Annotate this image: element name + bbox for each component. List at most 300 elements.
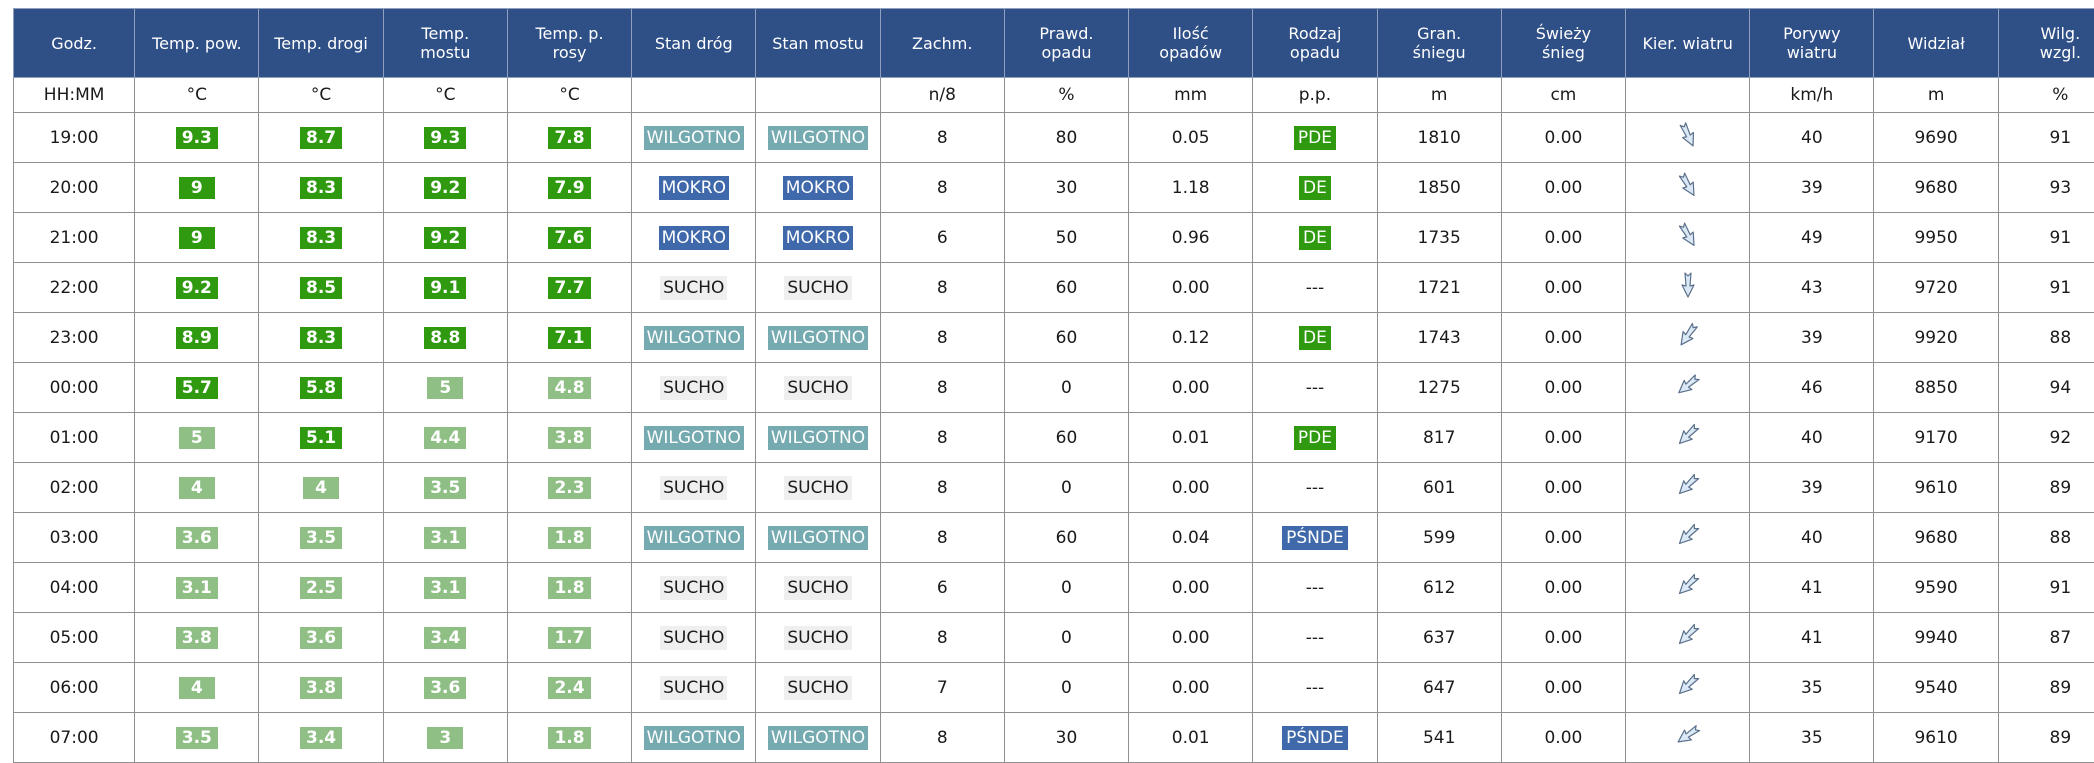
- humidity-cell: [1998, 313, 2094, 363]
- snowline-value: 612: [1423, 578, 1455, 598]
- humidity-cell: [1998, 413, 2094, 463]
- dew-point-cell: [507, 563, 631, 613]
- precip-prob-value: 0: [1061, 678, 1072, 698]
- fresh-snow-cell: [1501, 563, 1625, 613]
- road-state-cell: [632, 463, 756, 513]
- humidity-value: 89: [2050, 478, 2072, 498]
- time-value: 05:00: [50, 628, 99, 648]
- precip-prob-cell: [1004, 663, 1128, 713]
- fresh-snow-cell: [1501, 713, 1625, 763]
- column-header: [259, 9, 383, 78]
- column-header: [507, 9, 631, 78]
- precip-prob-cell: [1004, 513, 1128, 563]
- weather-forecast-table: [13, 8, 2094, 763]
- snowline-value: 599: [1423, 528, 1455, 548]
- column-unit: [756, 78, 880, 113]
- road-state-badge: WILGOTNO: [644, 726, 744, 750]
- dew-point-cell: [507, 463, 631, 513]
- column-header-label: Stan dróg: [655, 34, 733, 53]
- bridge-state-cell: [756, 463, 880, 513]
- cloud-value: 8: [937, 478, 948, 498]
- air-temp-badge: 4: [179, 677, 215, 699]
- air-temp-badge: 3.6: [176, 527, 218, 549]
- precip-prob-value: 30: [1056, 728, 1078, 748]
- dew-point-cell: [507, 613, 631, 663]
- precip-amount-value: 0.04: [1172, 528, 1210, 548]
- fresh-snow-value: 0.00: [1544, 228, 1582, 248]
- wind-direction-cell: [1626, 513, 1750, 563]
- bridge-state-cell: [756, 613, 880, 663]
- precip-prob-cell: [1004, 463, 1128, 513]
- column-unit-label: km/h: [1790, 85, 1833, 105]
- cloud-cell: [880, 513, 1004, 563]
- gust-cell: [1750, 213, 1874, 263]
- road-temp-cell: [259, 563, 383, 613]
- road-state-cell: [632, 713, 756, 763]
- gust-cell: [1750, 313, 1874, 363]
- cloud-value: 8: [937, 328, 948, 348]
- bridge-state-badge: WILGOTNO: [768, 126, 868, 150]
- bridge-temp-badge: 3.5: [424, 477, 466, 499]
- gust-value: 40: [1801, 428, 1823, 448]
- column-header-label: Zachm.: [912, 34, 972, 53]
- precip-type-cell: [1253, 613, 1377, 663]
- wind-direction-cell: [1626, 113, 1750, 163]
- precip-prob-value: 60: [1056, 278, 1078, 298]
- wind-direction-cell: [1626, 463, 1750, 513]
- column-unit-label: %: [2052, 85, 2068, 105]
- visibility-cell: [1874, 263, 1998, 313]
- column-header-label: wzgl.: [2040, 43, 2081, 62]
- humidity-value: 93: [2050, 178, 2072, 198]
- gust-cell: [1750, 113, 1874, 163]
- fresh-snow-cell: [1501, 213, 1625, 263]
- column-unit: [880, 78, 1004, 113]
- air-temp-badge: 3.5: [176, 727, 218, 749]
- road-state-cell: [632, 563, 756, 613]
- precip-type-badge: ---: [1306, 278, 1324, 298]
- gust-cell: [1750, 663, 1874, 713]
- wind-arrow-icon: [1674, 221, 1702, 249]
- road-temp-badge: 8.3: [300, 227, 342, 249]
- fresh-snow-cell: [1501, 163, 1625, 213]
- air-temp-cell: [135, 263, 259, 313]
- visibility-value: 9940: [1914, 628, 1957, 648]
- humidity-cell: [1998, 563, 2094, 613]
- air-temp-badge: 5: [179, 427, 215, 449]
- precip-prob-value: 60: [1056, 328, 1078, 348]
- time-value: 21:00: [50, 228, 99, 248]
- precip-amount-value: 0.01: [1172, 728, 1210, 748]
- wind-direction-cell: [1626, 213, 1750, 263]
- bridge-temp-cell: [383, 463, 507, 513]
- bridge-state-cell: [756, 263, 880, 313]
- humidity-value: 91: [2050, 228, 2072, 248]
- table-row: [14, 263, 2094, 313]
- precip-type-badge: ---: [1306, 628, 1324, 648]
- cloud-cell: [880, 113, 1004, 163]
- precip-amount-cell: [1129, 363, 1253, 413]
- precip-prob-cell: [1004, 413, 1128, 463]
- air-temp-badge: 9.3: [176, 127, 218, 149]
- wind-arrow-icon: [1674, 121, 1702, 149]
- snowline-value: 647: [1423, 678, 1455, 698]
- time-cell: [14, 413, 135, 463]
- road-temp-cell: [259, 613, 383, 663]
- dew-point-badge: 4.8: [548, 377, 590, 399]
- wind-arrow-icon: [1674, 371, 1702, 399]
- snowline-value: 637: [1423, 628, 1455, 648]
- dew-point-cell: [507, 163, 631, 213]
- table-row: [14, 613, 2094, 663]
- precip-type-cell: [1253, 463, 1377, 513]
- column-unit-label: °C: [435, 85, 455, 105]
- dew-point-badge: 7.9: [548, 177, 590, 199]
- bridge-temp-badge: 3: [427, 727, 463, 749]
- bridge-state-cell: [756, 313, 880, 363]
- snowline-cell: [1377, 313, 1501, 363]
- precip-prob-value: 80: [1056, 128, 1078, 148]
- column-header: [880, 9, 1004, 78]
- precip-amount-cell: [1129, 663, 1253, 713]
- gust-value: 40: [1801, 528, 1823, 548]
- precip-type-badge: ---: [1306, 678, 1324, 698]
- column-header-label: Godz.: [51, 34, 97, 53]
- humidity-cell: [1998, 713, 2094, 763]
- column-unit: [1129, 78, 1253, 113]
- bridge-state-badge: SUCHO: [784, 676, 851, 700]
- time-value: 20:00: [50, 178, 99, 198]
- wind-arrow-icon: [1674, 421, 1702, 449]
- dew-point-cell: [507, 113, 631, 163]
- column-unit: [507, 78, 631, 113]
- visibility-cell: [1874, 213, 1998, 263]
- bridge-temp-cell: [383, 263, 507, 313]
- road-state-badge: SUCHO: [660, 476, 727, 500]
- air-temp-badge: 5.7: [176, 377, 218, 399]
- cloud-cell: [880, 363, 1004, 413]
- bridge-temp-cell: [383, 313, 507, 363]
- bridge-state-badge: SUCHO: [784, 576, 851, 600]
- humidity-cell: [1998, 263, 2094, 313]
- bridge-state-badge: MOKRO: [783, 226, 853, 250]
- dew-point-badge: 1.8: [548, 577, 590, 599]
- column-header-label: śnieg: [1542, 43, 1585, 62]
- time-value: 01:00: [50, 428, 99, 448]
- column-unit-label: °C: [311, 85, 331, 105]
- table-row: [14, 563, 2094, 613]
- dew-point-badge: 7.1: [548, 327, 590, 349]
- air-temp-badge: 3.1: [176, 577, 218, 599]
- column-header: [1626, 9, 1750, 78]
- column-header-label: rosy: [553, 43, 587, 62]
- air-temp-badge: 9: [179, 177, 215, 199]
- units-row: [14, 78, 2094, 113]
- fresh-snow-cell: [1501, 663, 1625, 713]
- precip-amount-value: 0.00: [1172, 678, 1210, 698]
- column-header-label: Świeży: [1536, 24, 1591, 43]
- air-temp-cell: [135, 313, 259, 363]
- precip-amount-cell: [1129, 513, 1253, 563]
- column-header-label: Temp.: [421, 24, 469, 43]
- fresh-snow-value: 0.00: [1544, 128, 1582, 148]
- table-row: [14, 713, 2094, 763]
- fresh-snow-value: 0.00: [1544, 578, 1582, 598]
- wind-direction-cell: [1626, 563, 1750, 613]
- fresh-snow-cell: [1501, 613, 1625, 663]
- dew-point-badge: 1.8: [548, 527, 590, 549]
- air-temp-cell: [135, 113, 259, 163]
- air-temp-badge: 9.2: [176, 277, 218, 299]
- bridge-state-badge: WILGOTNO: [768, 526, 868, 550]
- road-temp-badge: 8.3: [300, 327, 342, 349]
- snowline-cell: [1377, 263, 1501, 313]
- column-header: [1253, 9, 1377, 78]
- humidity-value: 91: [2050, 578, 2072, 598]
- road-temp-cell: [259, 313, 383, 363]
- column-header: [1004, 9, 1128, 78]
- visibility-value: 9690: [1914, 128, 1957, 148]
- gust-cell: [1750, 513, 1874, 563]
- precip-amount-cell: [1129, 213, 1253, 263]
- road-state-badge: MOKRO: [659, 176, 729, 200]
- gust-cell: [1750, 613, 1874, 663]
- road-temp-cell: [259, 363, 383, 413]
- road-state-badge: MOKRO: [659, 226, 729, 250]
- precip-type-cell: [1253, 513, 1377, 563]
- road-state-cell: [632, 113, 756, 163]
- column-header-label: Gran.: [1417, 24, 1461, 43]
- precip-type-cell: [1253, 313, 1377, 363]
- precip-type-cell: [1253, 563, 1377, 613]
- column-header-label: Porywy: [1783, 24, 1840, 43]
- column-unit: [1998, 78, 2094, 113]
- precip-amount-cell: [1129, 413, 1253, 463]
- fresh-snow-value: 0.00: [1544, 628, 1582, 648]
- air-temp-cell: [135, 213, 259, 263]
- precip-amount-cell: [1129, 313, 1253, 363]
- column-header-label: Rodzaj: [1288, 24, 1341, 43]
- precip-prob-value: 60: [1056, 528, 1078, 548]
- bridge-state-badge: MOKRO: [783, 176, 853, 200]
- wind-direction-cell: [1626, 263, 1750, 313]
- time-cell: [14, 563, 135, 613]
- humidity-value: 88: [2050, 328, 2072, 348]
- wind-direction-cell: [1626, 163, 1750, 213]
- precip-amount-cell: [1129, 263, 1253, 313]
- bridge-temp-cell: [383, 213, 507, 263]
- road-temp-cell: [259, 113, 383, 163]
- cloud-value: 6: [937, 228, 948, 248]
- bridge-temp-badge: 8.8: [424, 327, 466, 349]
- road-state-badge: WILGOTNO: [644, 426, 744, 450]
- bridge-temp-badge: 9.1: [424, 277, 466, 299]
- humidity-value: 94: [2050, 378, 2072, 398]
- precip-amount-value: 0.12: [1172, 328, 1210, 348]
- cloud-value: 7: [937, 678, 948, 698]
- road-temp-cell: [259, 413, 383, 463]
- visibility-value: 9170: [1914, 428, 1957, 448]
- bridge-temp-badge: 5: [427, 377, 463, 399]
- snowline-cell: [1377, 213, 1501, 263]
- cloud-value: 8: [937, 628, 948, 648]
- bridge-state-cell: [756, 563, 880, 613]
- precip-amount-cell: [1129, 463, 1253, 513]
- visibility-cell: [1874, 663, 1998, 713]
- column-unit-label: n/8: [929, 85, 956, 105]
- time-cell: [14, 113, 135, 163]
- column-header-label: Temp. drogi: [274, 34, 368, 53]
- road-state-cell: [632, 663, 756, 713]
- cloud-cell: [880, 163, 1004, 213]
- precip-type-badge: ---: [1306, 478, 1324, 498]
- road-state-badge: SUCHO: [660, 626, 727, 650]
- dew-point-cell: [507, 413, 631, 463]
- gust-value: 46: [1801, 378, 1823, 398]
- precip-prob-value: 0: [1061, 628, 1072, 648]
- dew-point-badge: 1.8: [548, 727, 590, 749]
- dew-point-cell: [507, 513, 631, 563]
- bridge-temp-cell: [383, 713, 507, 763]
- precip-amount-value: 0.00: [1172, 378, 1210, 398]
- cloud-value: 8: [937, 178, 948, 198]
- precip-amount-value: 0.96: [1172, 228, 1210, 248]
- air-temp-cell: [135, 413, 259, 463]
- visibility-value: 9680: [1914, 178, 1957, 198]
- bridge-temp-cell: [383, 163, 507, 213]
- visibility-cell: [1874, 313, 1998, 363]
- precip-amount-cell: [1129, 163, 1253, 213]
- column-unit: [259, 78, 383, 113]
- precip-type-cell: [1253, 263, 1377, 313]
- air-temp-cell: [135, 663, 259, 713]
- precip-prob-cell: [1004, 263, 1128, 313]
- column-unit: [632, 78, 756, 113]
- column-header-label: Ilość: [1173, 24, 1209, 43]
- snowline-cell: [1377, 663, 1501, 713]
- time-cell: [14, 213, 135, 263]
- precip-amount-cell: [1129, 613, 1253, 663]
- road-state-cell: [632, 213, 756, 263]
- bridge-temp-cell: [383, 613, 507, 663]
- cloud-value: 8: [937, 528, 948, 548]
- time-value: 07:00: [50, 728, 99, 748]
- humidity-cell: [1998, 463, 2094, 513]
- cloud-cell: [880, 563, 1004, 613]
- fresh-snow-value: 0.00: [1544, 678, 1582, 698]
- precip-type-cell: [1253, 213, 1377, 263]
- wind-arrow-icon: [1674, 571, 1702, 599]
- table-row: [14, 363, 2094, 413]
- fresh-snow-cell: [1501, 463, 1625, 513]
- bridge-state-badge: SUCHO: [784, 376, 851, 400]
- table-row: [14, 313, 2094, 363]
- fresh-snow-value: 0.00: [1544, 528, 1582, 548]
- dew-point-badge: 7.8: [548, 127, 590, 149]
- wind-direction-cell: [1626, 613, 1750, 663]
- column-unit-label: m: [1431, 85, 1448, 105]
- cloud-cell: [880, 313, 1004, 363]
- precip-type-cell: [1253, 663, 1377, 713]
- time-value: 22:00: [50, 278, 99, 298]
- dew-point-badge: 2.4: [548, 677, 590, 699]
- cloud-value: 8: [937, 728, 948, 748]
- fresh-snow-value: 0.00: [1544, 378, 1582, 398]
- column-header: [1501, 9, 1625, 78]
- snowline-value: 1850: [1418, 178, 1461, 198]
- bridge-state-cell: [756, 363, 880, 413]
- air-temp-badge: 8.9: [176, 327, 218, 349]
- wind-direction-cell: [1626, 313, 1750, 363]
- road-temp-badge: 4: [303, 477, 339, 499]
- time-value: 23:00: [50, 328, 99, 348]
- road-state-cell: [632, 413, 756, 463]
- column-unit-label: mm: [1174, 85, 1207, 105]
- road-temp-cell: [259, 213, 383, 263]
- bridge-state-badge: WILGOTNO: [768, 726, 868, 750]
- cloud-value: 8: [937, 128, 948, 148]
- bridge-temp-badge: 4.4: [424, 427, 466, 449]
- cloud-value: 6: [937, 578, 948, 598]
- precip-type-badge: DE: [1299, 226, 1331, 250]
- fresh-snow-value: 0.00: [1544, 428, 1582, 448]
- road-temp-cell: [259, 713, 383, 763]
- road-state-cell: [632, 363, 756, 413]
- road-state-cell: [632, 313, 756, 363]
- precip-amount-value: 0.01: [1172, 428, 1210, 448]
- snowline-cell: [1377, 363, 1501, 413]
- snowline-cell: [1377, 463, 1501, 513]
- road-temp-cell: [259, 163, 383, 213]
- air-temp-cell: [135, 513, 259, 563]
- air-temp-cell: [135, 613, 259, 663]
- bridge-state-cell: [756, 213, 880, 263]
- column-unit: [1501, 78, 1625, 113]
- humidity-value: 92: [2050, 428, 2072, 448]
- visibility-value: 9720: [1914, 278, 1957, 298]
- bridge-state-cell: [756, 513, 880, 563]
- snowline-cell: [1377, 113, 1501, 163]
- column-unit: [135, 78, 259, 113]
- cloud-cell: [880, 663, 1004, 713]
- fresh-snow-cell: [1501, 313, 1625, 363]
- road-temp-badge: 5.1: [300, 427, 342, 449]
- bridge-temp-cell: [383, 663, 507, 713]
- road-temp-badge: 8.5: [300, 277, 342, 299]
- column-header-label: Prawd.: [1039, 24, 1093, 43]
- visibility-cell: [1874, 513, 1998, 563]
- visibility-value: 9950: [1914, 228, 1957, 248]
- road-state-cell: [632, 263, 756, 313]
- header-row: [14, 9, 2094, 78]
- cloud-value: 8: [937, 278, 948, 298]
- bridge-state-badge: SUCHO: [784, 476, 851, 500]
- fresh-snow-value: 0.00: [1544, 178, 1582, 198]
- gust-value: 35: [1801, 728, 1823, 748]
- time-cell: [14, 613, 135, 663]
- precip-type-badge: DE: [1299, 176, 1331, 200]
- column-unit: [1377, 78, 1501, 113]
- road-temp-cell: [259, 263, 383, 313]
- road-temp-badge: 2.5: [300, 577, 342, 599]
- dew-point-cell: [507, 663, 631, 713]
- column-unit: [14, 78, 135, 113]
- dew-point-cell: [507, 713, 631, 763]
- bridge-state-cell: [756, 113, 880, 163]
- gust-value: 39: [1801, 478, 1823, 498]
- bridge-temp-cell: [383, 113, 507, 163]
- bridge-state-cell: [756, 413, 880, 463]
